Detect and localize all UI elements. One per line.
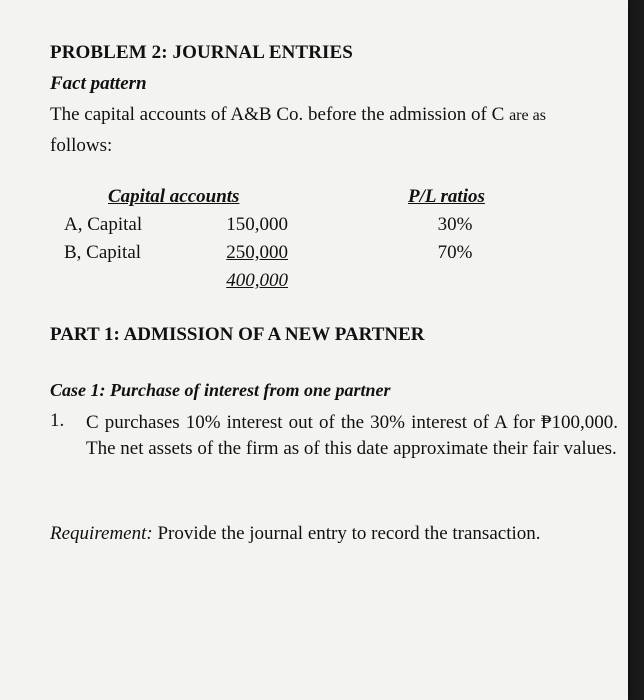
intro-small-text: are as — [509, 107, 546, 124]
intro-paragraph — [50, 100, 625, 161]
part1-title: PART 1: ADMISSION OF A NEW PARTNER — [50, 324, 425, 345]
pl-ratios-header: P/L ratios — [408, 186, 485, 207]
case1-title: Case 1: Purchase of interest from one partner — [50, 380, 391, 400]
row-b-amount: 250,000 — [226, 242, 288, 263]
item1-number: 1. — [50, 410, 65, 431]
requirement-text: Provide the journal entry to record the transaction. — [152, 523, 541, 544]
requirement — [50, 523, 541, 545]
intro-main-text: The capital accounts of A&B Co. before the admission of C — [50, 104, 510, 125]
row-a-amount: 150,000 — [226, 214, 288, 235]
capital-accounts-header: Capital accounts — [108, 186, 240, 207]
row-a-name: A, Capital — [64, 214, 143, 235]
requirement-label: Requirement: — [50, 523, 153, 544]
capital-total: 400,000 — [226, 270, 288, 291]
row-a-ratio: 30% — [437, 214, 473, 235]
fact-pattern-label: Fact pattern — [50, 73, 147, 94]
item1-text: C purchases 10% interest out of the 30% interest of A for ₱100,000. The net assets of the firm as of this date approximate their fair values. — [86, 412, 618, 459]
intro-end-text: follows: — [50, 135, 113, 156]
row-b-ratio: 70% — [437, 242, 473, 263]
row-b-name: B, Capital — [64, 242, 142, 263]
problem-title: PROBLEM 2: JOURNAL ENTRIES — [50, 42, 353, 63]
